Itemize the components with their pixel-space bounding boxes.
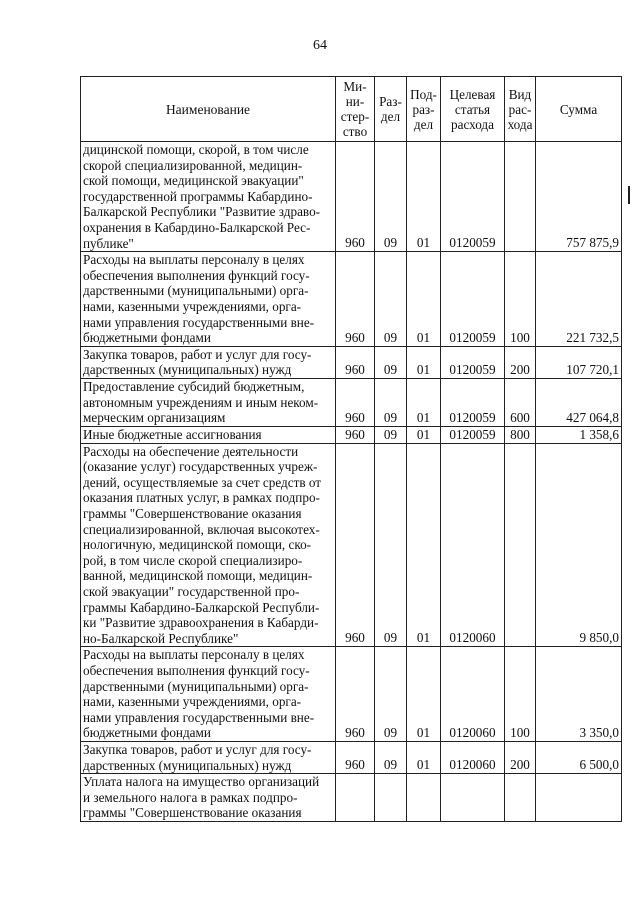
subsection-cell: 01: [407, 346, 441, 378]
section-cell: 09: [375, 647, 407, 742]
row-name-line: Иные бюджетные ассигнования: [83, 427, 262, 443]
row-name-line: дицинской помощи, скорой, в том числе: [83, 142, 309, 157]
row-name-cell: [81, 252, 336, 347]
header-section: [375, 77, 407, 142]
row-name-line: обеспечения выполнения функций госу-: [83, 663, 310, 678]
row-name-line: дарственными (муниципальными) орга-: [83, 283, 309, 299]
row-name-line: дений, осуществляемые за счет средств от: [83, 474, 322, 490]
amount-cell: 221 732,5: [536, 252, 622, 347]
type-cell: 100: [505, 647, 536, 742]
ministry-cell: 960: [336, 741, 375, 773]
section-cell: 09: [375, 443, 407, 647]
subsection-cell: 01: [407, 443, 441, 647]
row-name-cell: [81, 142, 336, 252]
row-name-line: Балкарской Республики "Развитие здраво-: [83, 204, 321, 220]
row-name-cell: [81, 741, 336, 773]
row-name-line: дарственными (муниципальными) орга-: [83, 678, 309, 694]
table-row: [81, 142, 622, 252]
row-name-line: дарственных (муниципальных) нужд: [83, 362, 292, 378]
row-name-line: государственной программы Кабардино-: [83, 188, 313, 204]
type-cell: [505, 774, 536, 822]
table-body: [81, 142, 622, 822]
ministry-cell: 960: [336, 252, 375, 347]
row-name-cell: [81, 426, 336, 443]
section-cell: 09: [375, 426, 407, 443]
row-name-line: ванной, медицинской помощи, медицин-: [83, 568, 313, 584]
header-target-line: расхода: [451, 116, 494, 132]
row-name-line: Предоставление субсидий бюджетным,: [83, 378, 305, 394]
amount-cell: 107 720,1: [536, 346, 622, 378]
header-section-line: Раз-: [379, 94, 402, 109]
row-name-line: нологичную, медицинской помощи, ско-: [83, 537, 312, 553]
header-row: [81, 77, 622, 142]
subsection-cell: 01: [407, 647, 441, 742]
ministry-cell: [336, 774, 375, 822]
row-name-line: ки "Развитие здравоохранения в Кабарди-: [83, 615, 319, 631]
table-row: [81, 378, 622, 426]
amount-cell: 1 358,6: [536, 426, 622, 443]
type-cell: [505, 443, 536, 647]
row-name-line: Закупка товаров, работ и услуг для госу-: [83, 346, 312, 362]
section-cell: [375, 774, 407, 822]
section-cell: 09: [375, 252, 407, 347]
row-name-line: обеспечения выполнения функций госу-: [83, 267, 310, 283]
header-ministry-line: стер-: [340, 109, 370, 124]
amount-cell: 757 875,9: [536, 142, 622, 252]
row-name-cell: [81, 647, 336, 742]
row-name-cell: [81, 443, 336, 647]
header-name: Наименование: [81, 77, 336, 142]
section-cell: 09: [375, 142, 407, 252]
table-row: [81, 346, 622, 378]
table-row: [81, 443, 622, 647]
row-name-line: нами управления государственными вне-: [83, 709, 315, 725]
row-name-line: граммы Кабардино-Балкарской Республи-: [83, 599, 320, 615]
row-name-line: ской помощи, медицинской эвакуации": [83, 173, 304, 189]
section-cell: 09: [375, 346, 407, 378]
header-ministry: [336, 77, 375, 142]
ministry-cell: 960: [336, 346, 375, 378]
amount-cell: 427 064,8: [536, 378, 622, 426]
type-cell: 200: [505, 741, 536, 773]
table-row: [81, 647, 622, 742]
amount-cell: 3 350,0: [536, 647, 622, 742]
section-cell: 09: [375, 378, 407, 426]
amount-cell: 9 850,0: [536, 443, 622, 647]
subsection-cell: 01: [407, 426, 441, 443]
ministry-cell: 960: [336, 647, 375, 742]
target-cell: 0120059: [441, 346, 505, 378]
header-subsection: [407, 77, 441, 142]
row-name-cell: [81, 378, 336, 426]
header-subsection-line: дел: [413, 116, 434, 132]
row-name-cell: [81, 774, 336, 822]
ministry-cell: 960: [336, 142, 375, 252]
header-subsection-line: раз-: [412, 101, 435, 117]
type-cell: 100: [505, 252, 536, 347]
header-section-line: дел: [380, 109, 401, 124]
target-cell: 0120059: [441, 142, 505, 252]
row-name-line: граммы "Совершенствование оказания: [83, 805, 302, 821]
header-type-line: хода: [507, 116, 533, 132]
amount-cell: [536, 774, 622, 822]
row-name-line: автономным учреждениям и иным неком-: [83, 394, 319, 410]
header-ministry-line: ни-: [345, 94, 365, 109]
subsection-cell: 01: [407, 142, 441, 252]
row-name-line: специализированной, включая высокотех-: [83, 521, 320, 537]
row-name-line: граммы "Совершенствование оказания: [83, 506, 302, 522]
target-cell: 0120059: [441, 252, 505, 347]
row-name-line: Расходы на выплаты персоналу в целях: [83, 647, 305, 663]
header-subsection-line: Под-: [410, 86, 437, 102]
row-name-line: нами, казенными учреждениями, орга-: [83, 694, 302, 710]
row-name-line: но-Балкарской Республике": [83, 630, 239, 646]
row-name-line: публике": [83, 235, 134, 251]
section-cell: 09: [375, 741, 407, 773]
header-type-line: Вид: [508, 86, 532, 102]
subsection-cell: [407, 774, 441, 822]
target-cell: 0120060: [441, 741, 505, 773]
header-target-line: Целевая: [449, 86, 496, 102]
table-row: [81, 774, 622, 822]
target-cell: 0120060: [441, 443, 505, 647]
row-name-line: (оказание услуг) государственных учреж-: [83, 459, 318, 475]
row-name-line: Уплата налога на имущество организаций: [83, 774, 320, 790]
ministry-cell: 960: [336, 378, 375, 426]
header-ministry-line: ство: [342, 124, 368, 139]
row-name-line: дарственных (муниципальных) нужд: [83, 757, 292, 773]
header-target: [441, 77, 505, 142]
row-name-line: нами управления государственными вне-: [83, 314, 315, 330]
page-number: 64: [313, 38, 327, 53]
row-name-line: охранения в Кабардино-Балкарской Рес-: [83, 219, 311, 235]
target-cell: 0120059: [441, 426, 505, 443]
target-cell: 0120060: [441, 647, 505, 742]
subsection-cell: 01: [407, 252, 441, 347]
type-cell: 800: [505, 426, 536, 443]
row-name-line: рой, в том числе скорой специализиро-: [83, 552, 303, 568]
table-row: [81, 741, 622, 773]
row-name-line: и земельного налога в рамках подпро-: [83, 789, 298, 805]
type-cell: 200: [505, 346, 536, 378]
header-amount: Сумма: [536, 77, 622, 142]
row-name-line: нами, казенными учреждениями, орга-: [83, 298, 302, 314]
table-row: [81, 252, 622, 347]
row-name-line: Закупка товаров, работ и услуг для госу-: [83, 741, 312, 757]
row-name-line: мерческим организациям: [83, 410, 226, 426]
row-name-line: бюджетными фондами: [83, 725, 211, 741]
type-cell: 600: [505, 378, 536, 426]
header-type-line: рас-: [508, 101, 532, 117]
header-type: [505, 77, 536, 142]
row-name-line: оказания платных услуг, в рамках подпро-: [83, 490, 320, 506]
header-target-line: статья: [454, 101, 491, 117]
target-cell: [441, 774, 505, 822]
row-name-line: скорой специализированной, медицин-: [83, 157, 303, 173]
table-row: [81, 426, 622, 443]
row-name-line: ской эвакуации" государственной про-: [83, 584, 300, 600]
amount-cell: 6 500,0: [536, 741, 622, 773]
scan-edge-mark: [628, 186, 630, 204]
target-cell: 0120059: [441, 378, 505, 426]
ministry-cell: 960: [336, 426, 375, 443]
row-name-line: Расходы на обеспечение деятельности: [83, 443, 299, 459]
header-ministry-line: Ми-: [343, 79, 367, 94]
row-name-line: Расходы на выплаты персоналу в целях: [83, 252, 305, 268]
budget-table: [80, 76, 622, 822]
ministry-cell: 960: [336, 443, 375, 647]
row-name-cell: [81, 346, 336, 378]
row-name-line: бюджетными фондами: [83, 330, 211, 346]
subsection-cell: 01: [407, 741, 441, 773]
type-cell: [505, 142, 536, 252]
subsection-cell: 01: [407, 378, 441, 426]
